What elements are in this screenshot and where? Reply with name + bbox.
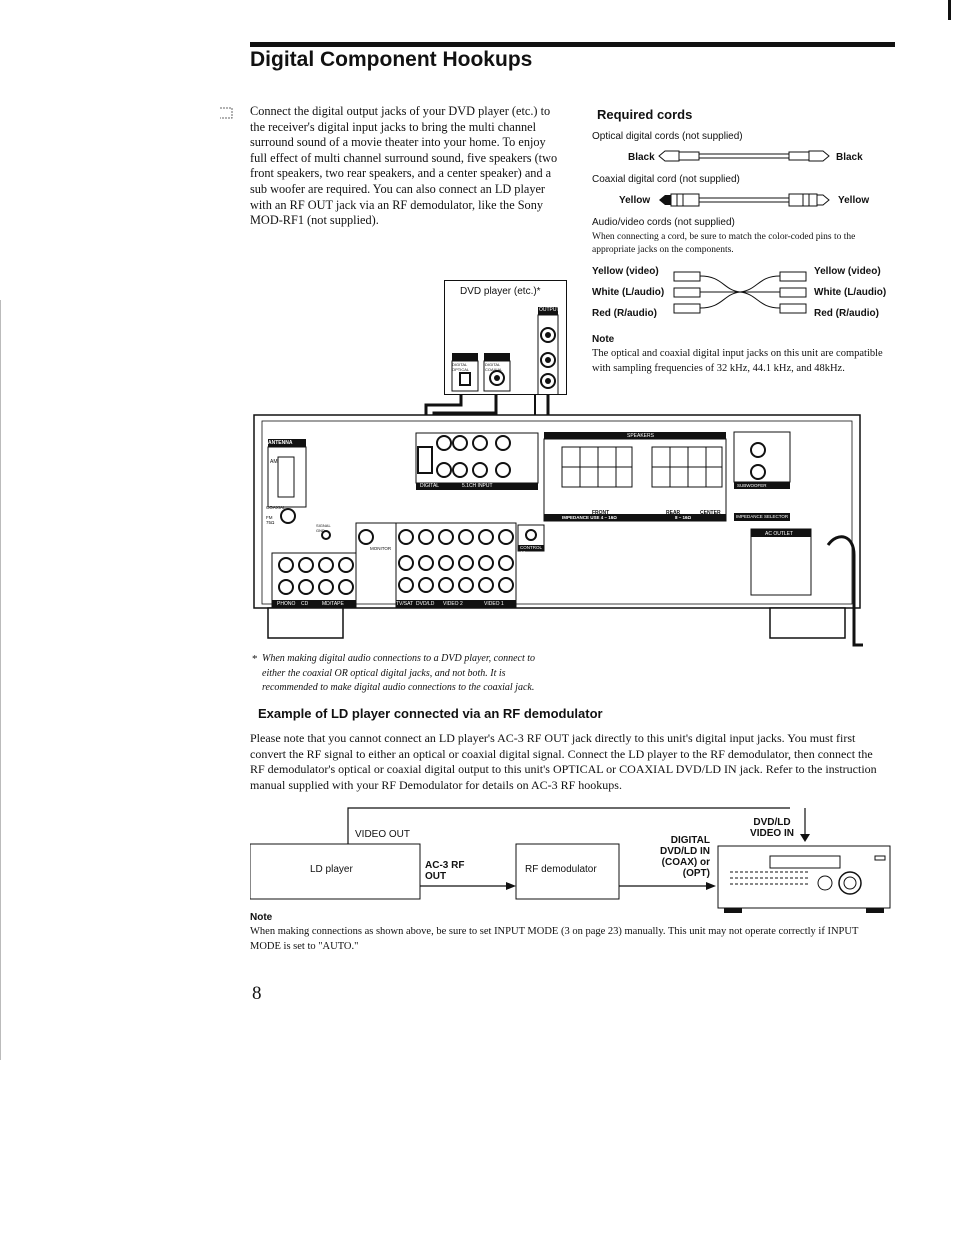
optical-cord-title: Optical digital cords (not supplied) (592, 131, 743, 142)
dvd-digital-coaxial-text: DIGITAL COAXIAL (485, 362, 503, 372)
coaxial-cord-title: Coaxial digital cord (not supplied) (592, 174, 740, 185)
dvd-digital-optical-text: DIGITAL OPTICAL (452, 362, 470, 372)
av-row-2-right: White (L/audio) (814, 287, 887, 298)
phono-text: PHONO (277, 601, 296, 607)
example-heading: Example of LD player connected via an RF demodulator (258, 706, 603, 721)
step-bracket-icon (218, 106, 234, 120)
md-tape-text: MD/TAPE (322, 601, 344, 607)
video2-text: VIDEO 2 (443, 601, 463, 607)
dvd-ld-video-in-label: DVD/LD VIDEO IN (750, 817, 794, 839)
av-cord-description: When connecting a cord, be sure to match the color-coded pins to the appropriate jacks on the components. (592, 232, 856, 255)
av-row-3-right: Red (R/audio) (814, 308, 879, 319)
av-row-2-left: White (L/audio) (592, 287, 665, 298)
signal-gnd-text: SIGNAL GND (316, 523, 331, 533)
coaxial-right-label: Yellow (838, 195, 870, 206)
impedance-front-text: IMPEDANCE USE 4 – 16Ω (562, 515, 617, 520)
page-number: 8 (252, 983, 262, 1004)
subwoofer-text: SUBWOOFER (737, 483, 767, 488)
receiver-rear-panel (248, 395, 863, 660)
cords-note-label: Note (592, 334, 615, 345)
rf-demodulator-label: RF demodulator (525, 864, 597, 875)
ld-player-label: LD player (310, 864, 353, 875)
av-row-1-left: Yellow (video) (592, 266, 659, 277)
bottom-note-label: Note (250, 912, 273, 923)
cords-note-text: The optical and coaxial digital input jacks on this unit are compatible with sampling frequencies of 32 kHz, 44.1 kHz, and 48kHz. (592, 348, 883, 374)
digital-dvd-ld-in-label: DIGITAL DVD/LD IN (COAX) or (OPT) (660, 835, 710, 879)
footnote-text: When making digital audio connections to a DVD player, connect to either the coaxial OR optical digital jacks, and not both. It is recommended to make digital audio connections to the coaxial jack. (262, 653, 536, 693)
video-out-label: VIDEO OUT (355, 829, 411, 840)
av-cord-icon (668, 268, 812, 318)
ac-outlet-text: AC OUTLET (765, 531, 794, 537)
optical-right-label: Black (836, 152, 863, 163)
optical-left-label: Black (628, 152, 655, 163)
monitor-text: MONITOR (370, 546, 392, 551)
coaxial-text: COAXIAL (266, 505, 286, 510)
example-paragraph: Please note that you cannot connect an LD player's AC-3 RF OUT jack directly to this unit's digital input jacks. You must first convert the RF signal to either an optical or coaxial digital signal. Connect the LD player to the RF demodulator, then connect the RF demodulator's optical or coaxial digital output to this unit's OPTICAL or COAXIAL DVD/LD IN jack. Refer to the instruction manual supplied with your RF Demodulator for details on AC-3 RF hookups. (250, 731, 877, 792)
am-text: AM (270, 459, 278, 465)
front-text: FRONT (592, 510, 610, 516)
antenna-text: ANTENNA (268, 440, 293, 446)
coaxial-cord-icon (657, 190, 831, 210)
av-row-3-left: Red (R/audio) (592, 308, 657, 319)
digital-text: DIGITAL (420, 483, 440, 489)
dvd-ld-text: DVD/LD (416, 601, 435, 607)
bottom-note-text: When making connections as shown above, be sure to set INPUT MODE (3 on page 23) manually. This unit may not operate correctly if INPUT MODE is set to "AUTO." (250, 926, 859, 952)
cd-text: CD (301, 601, 309, 607)
coaxial-left-label: Yellow (619, 195, 651, 206)
binding-edge-line (0, 300, 1, 1060)
optical-cord-icon (657, 146, 831, 166)
ac3-rf-out-label: AC-3 RF OUT (425, 860, 465, 882)
page-title: Digital Component Hookups (250, 48, 533, 71)
input-51ch-text: 5.1CH INPUT (462, 483, 493, 489)
video1-text: VIDEO 1 (484, 601, 504, 607)
title-rule (250, 42, 895, 47)
center-text: CENTER (700, 510, 721, 516)
rear-text: REAR (666, 510, 681, 516)
impedance-rear-text: 8 – 16Ω (675, 515, 692, 520)
control-a1-text: CONTROL A1 (520, 545, 542, 555)
required-cords-heading: Required cords (597, 107, 693, 122)
dvd-player-jacks (450, 305, 565, 395)
dvd-output-text: OUTPUT (539, 307, 560, 313)
ld-hookup-diagram (250, 806, 895, 916)
intro-paragraph: Connect the digital output jacks of your DVD player (etc.) to the receiver's digital input jacks to bring the multi channel surround sound of a movie theater into your home. To enjoy full effect of multi channel surround sound, five speakers (two front speakers, two rear speakers, and a center speaker) and a sub woofer are required. You can also connect an LD player with an RF OUT jack via an RF demodulator, like the Sony MOD-RF1 (not supplied). (250, 104, 558, 228)
tv-sat-text: TV/SAT (396, 601, 414, 607)
speakers-text: SPEAKERS (627, 433, 654, 439)
dvd-player-label: DVD player (etc.)* (460, 286, 541, 297)
fm-text: FM 75Ω (266, 515, 275, 525)
footnote-star: * (252, 653, 258, 665)
av-cord-title: Audio/video cords (not supplied) (592, 217, 735, 228)
impedance-selector-text: IMPEDANCE SELECTOR (736, 514, 789, 519)
av-row-1-right: Yellow (video) (814, 266, 881, 277)
page-edge-mark (948, 0, 951, 20)
